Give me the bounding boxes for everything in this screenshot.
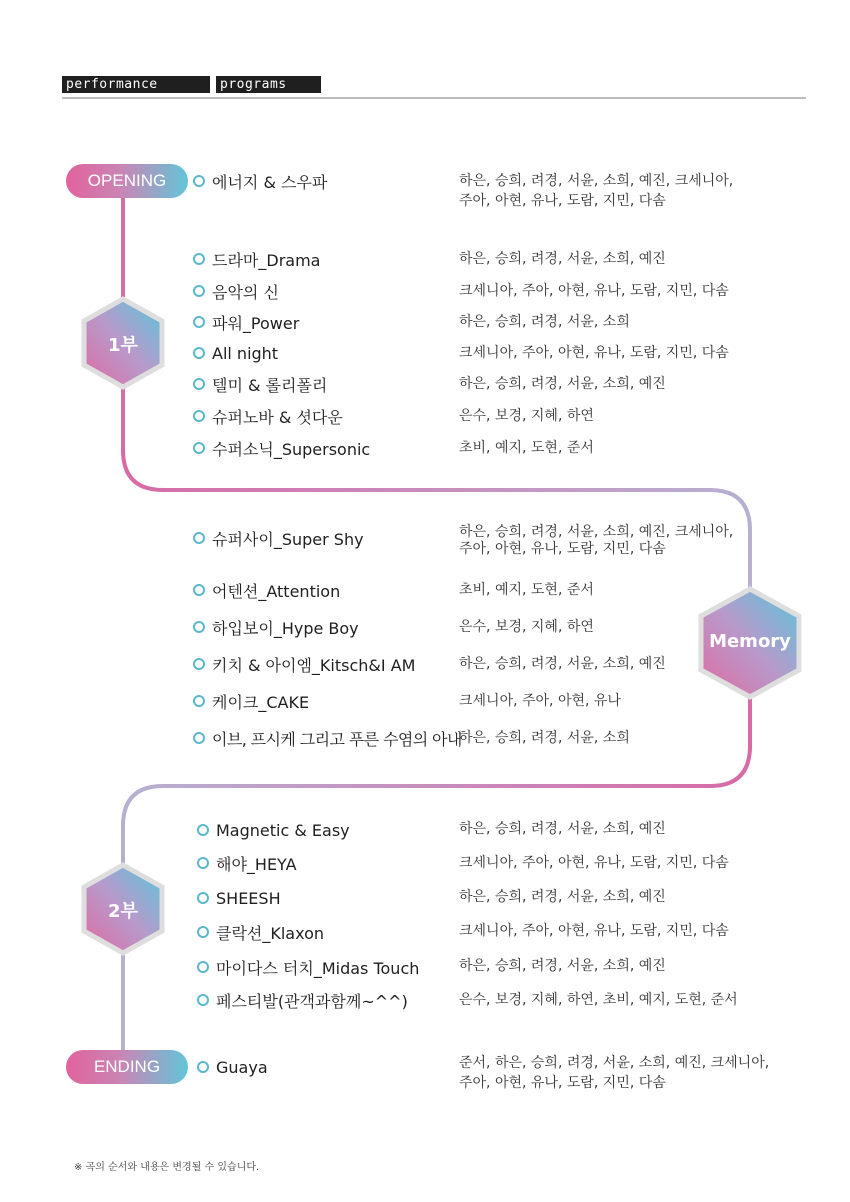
cast-line: 초비, 예지, 도현, 준서 bbox=[459, 582, 594, 598]
cast-line: 주아, 아현, 유나, 도람, 지민, 다솜 bbox=[459, 1075, 666, 1091]
song-item bbox=[197, 990, 408, 1010]
cast-line: 하은, 승희, 려경, 서윤, 소희 bbox=[459, 730, 630, 746]
cast-line: 크세니아, 주아, 아현, 유나, 도람, 지민, 다솜 bbox=[459, 855, 729, 871]
cast-line: 하은, 승희, 려경, 서윤, 소희, 예진 bbox=[459, 656, 666, 672]
song-item bbox=[197, 888, 281, 908]
cast-line: 은수, 보경, 지혜, 하연 bbox=[459, 619, 594, 635]
song-item bbox=[197, 853, 297, 873]
song-item bbox=[193, 617, 359, 637]
cast-line: 하은, 승희, 려경, 서윤, 소희, 예진 bbox=[459, 251, 666, 267]
song-item bbox=[193, 438, 370, 458]
cast-list bbox=[459, 249, 666, 269]
song-title: 파워_Power bbox=[212, 313, 300, 333]
cast-list bbox=[459, 956, 666, 976]
bullet-icon bbox=[197, 824, 209, 836]
cast-list bbox=[459, 819, 666, 839]
bullet-icon bbox=[197, 994, 209, 1006]
song-title: 에너지 & 스우파 bbox=[212, 172, 328, 192]
cast-line: 하은, 승희, 려경, 서윤, 소희, 예진 bbox=[459, 889, 666, 905]
part1-label: 1부 bbox=[108, 335, 138, 356]
cast-line: 준서, 하은, 승희, 려경, 서윤, 소희, 예진, 크세니아, bbox=[459, 1055, 770, 1071]
cast-list bbox=[459, 617, 594, 637]
bullet-icon bbox=[193, 532, 205, 544]
song-title: Magnetic & Easy bbox=[216, 820, 350, 840]
song-item bbox=[193, 728, 462, 748]
header-tag-performance: performance bbox=[62, 76, 210, 93]
bullet-icon bbox=[197, 892, 209, 904]
song-title: 페스티발(관객과함께~^^) bbox=[216, 991, 408, 1011]
song-title: 마이다스 터치_Midas Touch bbox=[216, 958, 420, 978]
cast-line: 은수, 보경, 지혜, 하연, 초비, 예지, 도현, 준서 bbox=[459, 992, 738, 1008]
cast-line: 하은, 승희, 려경, 서윤, 소희, 예진 bbox=[459, 958, 666, 974]
song-item bbox=[193, 654, 415, 674]
song-title: 텔미 & 롤리폴리 bbox=[212, 375, 328, 395]
song-title: All night bbox=[212, 343, 279, 363]
header-tag-programs: programs bbox=[216, 76, 321, 93]
bullet-icon bbox=[193, 175, 205, 187]
song-title: 이브, 프시케 그리고 푸른 수염의 아내 bbox=[212, 729, 462, 749]
cast-list bbox=[459, 990, 738, 1010]
song-title: 케이크_CAKE bbox=[212, 692, 310, 712]
song-item bbox=[193, 171, 327, 191]
song-title: 슈퍼사이_Super Shy bbox=[212, 529, 364, 549]
cast-list bbox=[459, 654, 666, 674]
song-item bbox=[197, 957, 419, 977]
cast-list bbox=[459, 691, 621, 711]
footnote: ※ 곡의 순서와 내용은 변경될 수 있습니다. bbox=[74, 1162, 260, 1173]
bullet-icon bbox=[197, 926, 209, 938]
bullet-icon bbox=[193, 695, 205, 707]
song-item bbox=[193, 406, 343, 426]
song-title: 수퍼소닉_Supersonic bbox=[212, 439, 371, 459]
cast-line: 크세니아, 주아, 아현, 유나, 도람, 지민, 다솜 bbox=[459, 283, 729, 299]
song-item bbox=[193, 343, 278, 363]
cast-line: 초비, 예지, 도현, 준서 bbox=[459, 440, 594, 456]
part2-label: 2부 bbox=[108, 901, 138, 922]
cast-list bbox=[459, 281, 729, 301]
song-title: 해야_HEYA bbox=[216, 854, 297, 874]
cast-list bbox=[459, 438, 594, 458]
cast-line: 크세니아, 주아, 아현, 유나, 도람, 지민, 다솜 bbox=[459, 923, 729, 939]
bullet-icon bbox=[197, 1061, 209, 1073]
cast-list bbox=[459, 312, 630, 332]
cast-list bbox=[459, 343, 729, 363]
cast-line: 주아, 아현, 유나, 도람, 지민, 다솜 bbox=[459, 193, 666, 209]
song-title: SHEESH bbox=[216, 888, 281, 908]
song-title: 하입보이_Hype Boy bbox=[212, 618, 359, 638]
memory-label: Memory bbox=[709, 631, 791, 652]
song-title: 클락션_Klaxon bbox=[216, 923, 325, 943]
bullet-icon bbox=[193, 621, 205, 633]
song-item bbox=[197, 1057, 268, 1077]
bullet-icon bbox=[193, 442, 205, 454]
song-item bbox=[193, 281, 279, 301]
song-item bbox=[193, 691, 309, 711]
ending-badge: ENDING bbox=[66, 1050, 188, 1084]
cast-line: 하은, 승희, 려경, 서윤, 소희, 예진 bbox=[459, 821, 666, 837]
bullet-icon bbox=[193, 378, 205, 390]
cast-line: 하은, 승희, 려경, 서윤, 소희, 예진 bbox=[459, 376, 666, 392]
cast-list bbox=[459, 580, 594, 600]
bullet-icon bbox=[193, 584, 205, 596]
song-title: Guaya bbox=[216, 1057, 268, 1077]
bullet-icon bbox=[193, 316, 205, 328]
song-item bbox=[193, 528, 364, 548]
song-title: 음악의 신 bbox=[212, 282, 279, 302]
cast-list bbox=[459, 887, 666, 907]
bullet-icon bbox=[193, 410, 205, 422]
cast-line: 하은, 승희, 려경, 서윤, 소희 bbox=[459, 314, 630, 330]
song-title: 키치 & 아이엠_Kitsch&I AM bbox=[212, 655, 416, 675]
bullet-icon bbox=[197, 857, 209, 869]
song-item bbox=[193, 312, 299, 332]
bullet-icon bbox=[193, 732, 205, 744]
cast-list bbox=[459, 1053, 769, 1093]
song-item bbox=[193, 580, 340, 600]
opening-badge: OPENING bbox=[66, 164, 188, 198]
song-title: 어텐션_Attention bbox=[212, 581, 341, 601]
cast-list bbox=[459, 853, 729, 873]
bullet-icon bbox=[193, 285, 205, 297]
cast-line: 주아, 아현, 유나, 도람, 지민, 다솜 bbox=[459, 541, 666, 557]
cast-list bbox=[459, 171, 733, 211]
cast-line: 크세니아, 주아, 아현, 유나, 도람, 지민, 다솜 bbox=[459, 345, 729, 361]
cast-list bbox=[459, 728, 630, 748]
song-item bbox=[193, 249, 320, 269]
cast-line: 하은, 승희, 려경, 서윤, 소희, 예진, 크세니아, bbox=[459, 173, 734, 189]
song-title: 드라마_Drama bbox=[212, 250, 321, 270]
song-item bbox=[197, 922, 324, 942]
cast-list bbox=[459, 374, 666, 394]
bullet-icon bbox=[193, 347, 205, 359]
song-title: 슈퍼노바 & 셧다운 bbox=[212, 407, 343, 427]
cast-list bbox=[459, 524, 733, 558]
bullet-icon bbox=[193, 658, 205, 670]
song-item bbox=[197, 820, 350, 840]
song-item bbox=[193, 374, 327, 394]
cast-list bbox=[459, 406, 594, 426]
cast-line: 하은, 승희, 려경, 서윤, 소희, 예진, 크세니아, bbox=[459, 524, 734, 540]
cast-line: 크세니아, 주아, 아현, 유나 bbox=[459, 693, 621, 709]
cast-line: 은수, 보경, 지혜, 하연 bbox=[459, 408, 594, 424]
bullet-icon bbox=[197, 961, 209, 973]
cast-list bbox=[459, 921, 729, 941]
bullet-icon bbox=[193, 253, 205, 265]
